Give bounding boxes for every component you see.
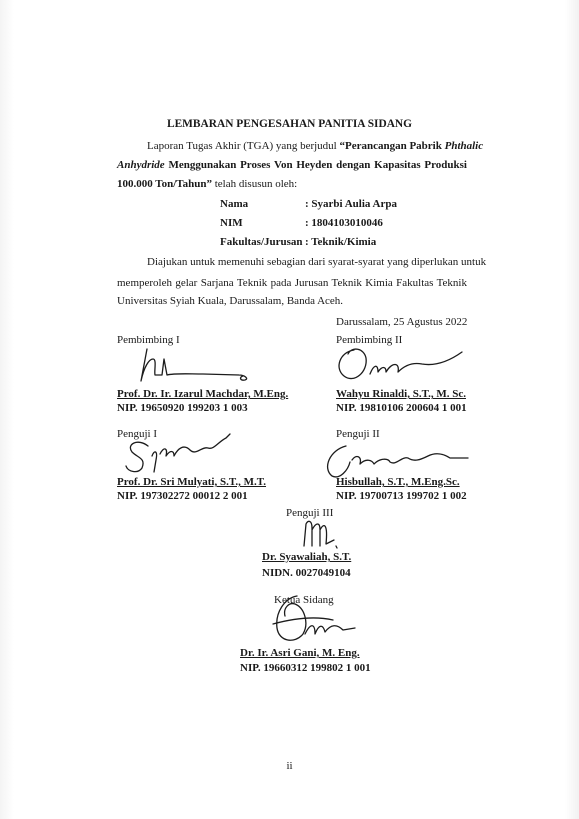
pembimbing2-signature xyxy=(330,340,470,388)
place-date: Darussalam, 25 Agustus 2022 xyxy=(336,316,468,328)
thesis-title-end: 100.000 Ton/Tahun” xyxy=(117,178,212,190)
page-title: LEMBARAN PENGESAHAN PANITIA SIDANG xyxy=(166,118,413,130)
ketua-signature xyxy=(255,588,365,652)
penguji2-role: Penguji II xyxy=(336,428,380,440)
ketua-nip: NIP. 19660312 199802 1 001 xyxy=(240,662,371,674)
faculty-value: : Teknik/Kimia xyxy=(305,236,377,248)
pembimbing1-name: Prof. Dr. Ir. Izarul Machdar, M.Eng. xyxy=(117,388,289,400)
pembimbing1-role: Pembimbing I xyxy=(117,334,180,346)
nim-label: NIM xyxy=(220,217,243,229)
pembimbing1-nip: NIP. 19650920 199203 1 003 xyxy=(117,402,248,414)
ketua-role: Ketua Sidang xyxy=(274,594,334,606)
name-label: Nama xyxy=(220,198,249,210)
name-value: : Syarbi Aulia Arpa xyxy=(305,198,397,210)
intro-text: Laporan Tugas Akhir (TGA) yang berjudul xyxy=(147,140,340,152)
thesis-title-mid: Menggunakan Proses Von Heyden dengan Kapasitas Produksi xyxy=(164,159,467,171)
faculty-label: Fakultas/Jurusan xyxy=(220,236,303,248)
pembimbing2-nip: NIP. 19810106 200604 1 001 xyxy=(336,402,467,414)
penguji2-name: Hisbullah, S.T., M.Eng.Sc. xyxy=(336,476,460,488)
penguji2-nip: NIP. 19700713 199702 1 002 xyxy=(336,490,467,502)
nim-value: : 1804103010046 xyxy=(305,217,383,229)
penguji2-signature xyxy=(318,440,478,480)
penguji1-signature xyxy=(118,428,248,476)
pembimbing2-name: Wahyu Rinaldi, S.T., M. Sc. xyxy=(336,388,466,400)
intro-text-end: telah disusun oleh: xyxy=(211,178,298,190)
intro-line-1 xyxy=(117,140,484,153)
purpose-line-2: memperoleh gelar Sarjana Teknik pada Jurusan Teknik Kimia Fakultas Teknik xyxy=(117,277,467,289)
penguji1-name: Prof. Dr. Sri Mulyati, S.T., M.T. xyxy=(117,476,267,488)
thesis-title-start: “Perancangan Pabrik xyxy=(339,140,445,152)
thesis-title-italic: Phthalic xyxy=(444,140,484,152)
penguji1-role: Penguji I xyxy=(117,428,158,440)
pembimbing2-role: Pembimbing II xyxy=(336,334,403,346)
page-number: ii xyxy=(286,760,293,772)
intro-line-2 xyxy=(117,159,467,172)
purpose-line-1: Diajukan untuk memenuhi sebagian dari syarat-syarat yang diperlukan untuk xyxy=(147,256,487,268)
penguji3-name: Dr. Syawaliah, S.T. xyxy=(262,551,352,563)
ketua-name: Dr. Ir. Asri Gani, M. Eng. xyxy=(240,647,360,659)
purpose-line-3: Universitas Syiah Kuala, Darussalam, Banda Aceh. xyxy=(117,295,344,307)
penguji1-nip: NIP. 197302272 00012 2 001 xyxy=(117,490,248,502)
pembimbing1-signature xyxy=(135,345,260,387)
penguji3-signature xyxy=(290,516,350,552)
penguji3-role: Penguji III xyxy=(286,507,334,519)
intro-line-3 xyxy=(117,178,467,191)
thesis-title-italic-2: Anhydride xyxy=(117,159,165,171)
penguji3-nidn: NIDN. 0027049104 xyxy=(262,567,351,579)
